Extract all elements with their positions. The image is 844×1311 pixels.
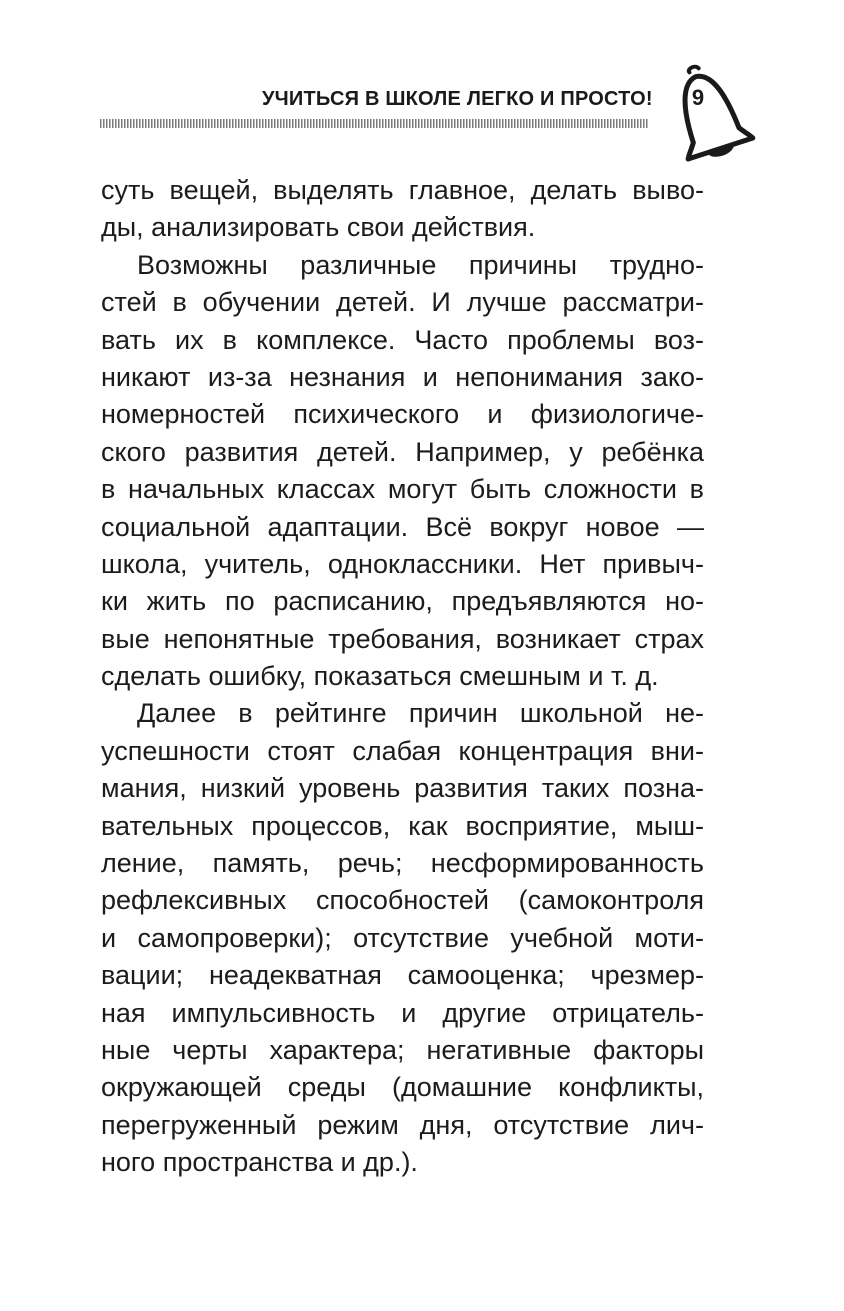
text-line: вательных процессов, как восприятие, мыш- (101, 810, 704, 841)
text-line: вать их в комплексе. Часто проблемы воз- (101, 324, 704, 355)
text-line: рефлексивных способностей (самоконтроля (101, 885, 704, 916)
text-line: и самопроверки); отсутствие учебной моти- (101, 922, 704, 953)
text-line: мания, низкий уровень развития таких позна- (101, 773, 704, 804)
text-line: ного пространства и др.). (101, 1147, 418, 1178)
text-line: номерностей психического и физиологиче- (101, 399, 704, 430)
header-dotted-rule (100, 119, 648, 128)
bell-icon (655, 58, 765, 168)
text-line: школа, учитель, одноклассники. Нет привыч- (101, 548, 704, 579)
body-text (101, 172, 704, 1182)
text-line: сделать ошибку, показаться смешным и т. д. (101, 661, 659, 692)
text-line: ды, анализировать свои действия. (101, 212, 536, 243)
text-line: социальной адаптации. Всё вокруг новое — (101, 511, 704, 542)
text-line: успешности стоят слабая концентрация вни- (101, 735, 704, 766)
text-line: ление, память, речь; несформированность (101, 848, 704, 879)
text-line: окружающей среды (домашние конфликты, (101, 1072, 704, 1103)
text-line: ки жить по расписанию, предъявляются но- (101, 586, 704, 617)
text-line: вые непонятные требования, возникает страх (101, 623, 704, 654)
text-line: Возможны различные причины трудно- (137, 249, 704, 280)
text-line: никают из-за незнания и непонимания зако- (101, 361, 704, 392)
text-line: ная импульсивность и другие отрицатель- (101, 997, 704, 1028)
text-line: ные черты характера; негативные факторы (101, 1034, 704, 1065)
text-line: ского развития детей. Например, у ребёнка (101, 436, 704, 467)
page-number: 9 (691, 85, 705, 110)
text-line: суть вещей, выделять главное, делать выво- (101, 175, 704, 205)
text-line: в начальных классах могут быть сложности в (101, 474, 704, 505)
text-line: вации; неадекватная самооценка; чрезмер- (101, 960, 704, 991)
text-line: перегруженный режим дня, отсутствие лич- (101, 1109, 704, 1140)
running-header-title: УЧИТЬСЯ В ШКОЛЕ ЛЕГКО И ПРОСТО! (262, 88, 653, 110)
text-line: стей в обучении детей. И лучше рассматри- (101, 287, 704, 318)
text-line: Далее в рейтинге причин школьной не- (137, 698, 704, 729)
